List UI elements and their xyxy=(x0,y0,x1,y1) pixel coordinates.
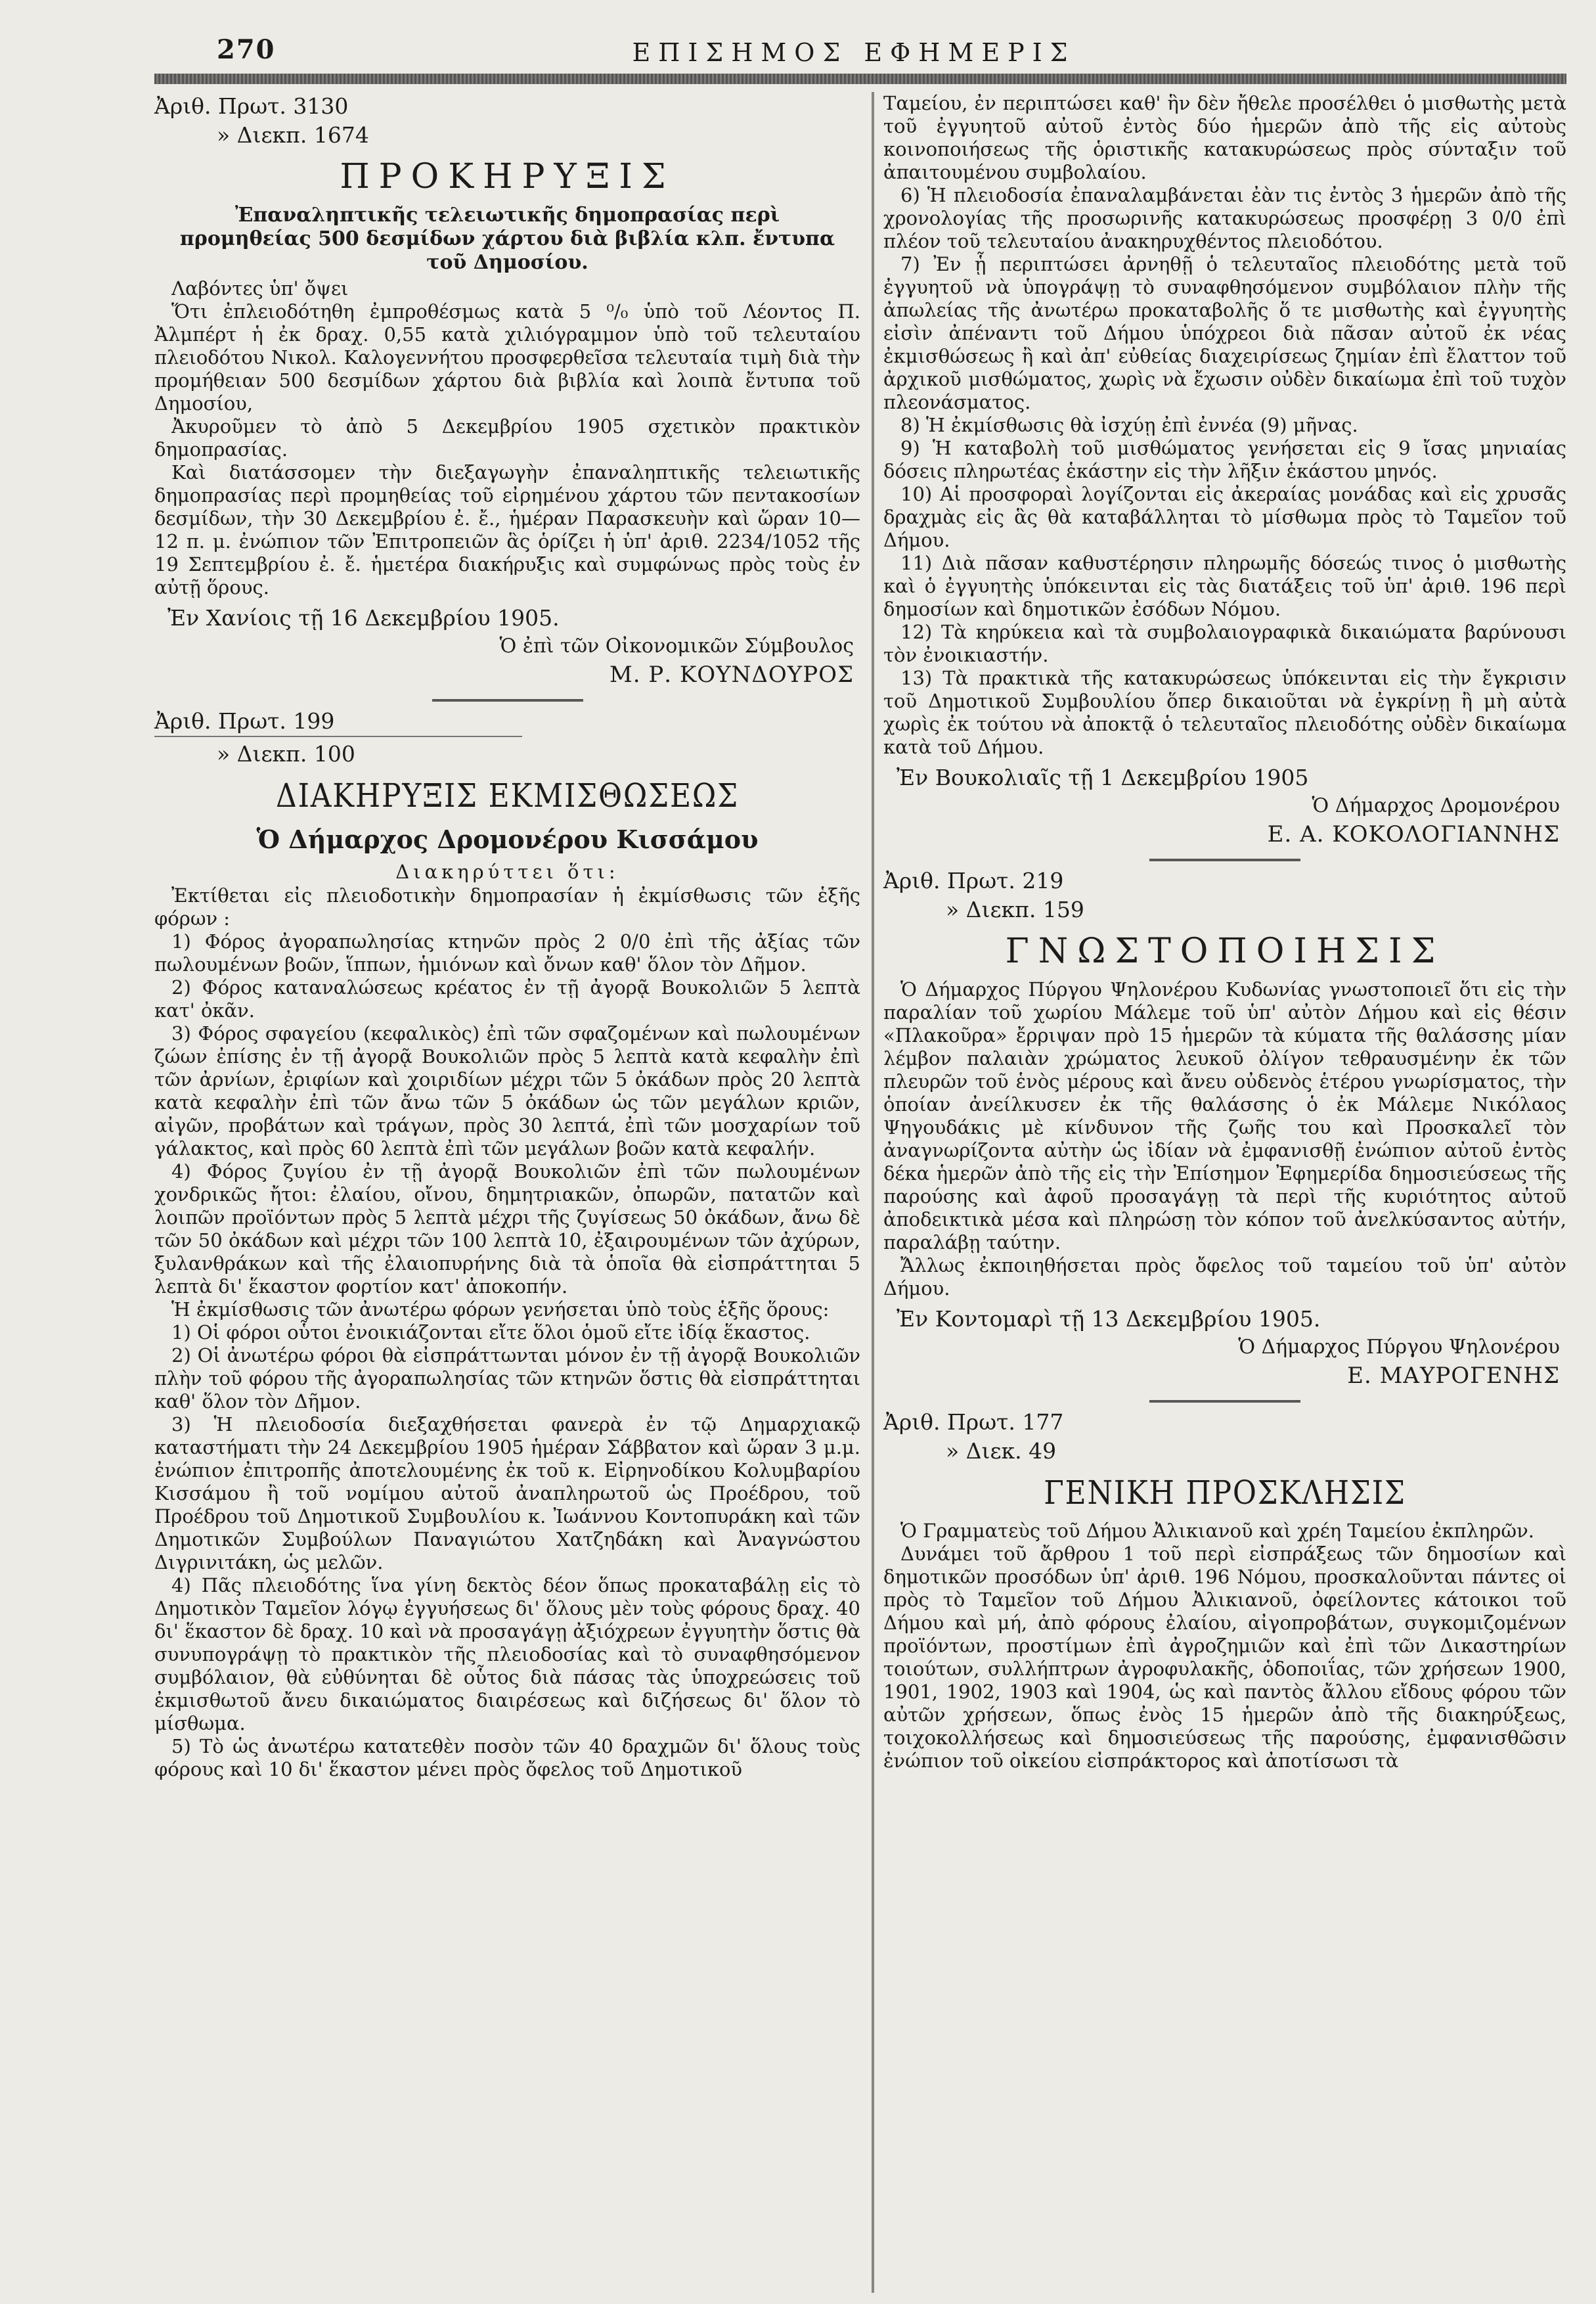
paragraph: 2) Φόρος καταναλώσεως κρέατος ἐν τῇ ἀγορᾷ Βουκολιῶν 5 λεπτὰ κατ' ὀκᾶν. xyxy=(154,976,860,1022)
paragraph: 3) Φόρος σφαγείου (κεφαλικὸς) ἐπὶ τῶν σφαζομένων καὶ πωλουμένων ζώων ἐπίσης ἐν τῇ ἀγορᾷ Βουκολιῶν πρὸς 5 λεπτὰ κατὰ κεφαλὴν ἐπὶ τῶν ἀρνίων, ἐριφίων καὶ χοιριδίων μέχρι τῶν 5 ὀκάδων πρὸς 20 λεπτὰ κατὰ κεφαλὴν ἐπὶ τῶν ἄνω τῶν 5 ὀκάδων ὡς τῶν μεγάλων κριῶν, αἰγῶν, προβάτων καὶ τράγων, πρὸς 30 λεπτά, ἐπὶ τῶν μοσχαρίων τοῦ γάλακτος, καὶ πρὸς 60 λεπτὰ ἐπὶ τῶν μεγάλων βοῶν κατὰ κεφαλήν. xyxy=(154,1022,860,1160)
notice-subtitle: Ἐπαναληπτικῆς τελειωτικῆς δημοπρασίας περὶ προμηθείας 500 δεσμίδων χάρτου διὰ βιβλία κλπ. ἔντυπα τοῦ Δημοσίου. xyxy=(179,204,835,274)
paragraph: 9) Ἡ καταβολὴ τοῦ μισθώματος γενήσεται εἰς 9 ἴσας μηνιαίας δόσεις πληρωτέας ἑκάστην εἰς τὴν λῆξιν ἑκάστου μηνός. xyxy=(883,437,1566,482)
signer-role: Ὁ ἐπὶ τῶν Οἰκονομικῶν Σύμβουλος xyxy=(499,635,854,658)
paragraph: 1) Φόρος ἀγοραπωλησίας κτηνῶν πρὸς 2 0/0 ἐπὶ τῆς ἀξίας τῶν πωλουμένων βοῶν, ἵππων, ἡμιόνων καὶ ὄνων καθ' ὅλον τὸν Δῆμον. xyxy=(154,930,860,976)
notice-heading: Ὁ Δήμαρχος Δρομονέρου Κισσάμου xyxy=(256,824,759,854)
paragraph: 4) Πᾶς πλειοδότης ἵνα γίνη δεκτὸς δέον ὅπως προκαταβάλῃ εἰς τὸ Δημοτικὸν Ταμεῖον λόγῳ ἐγγυήσεως δι' ὅλους μὲν τοὺς φόρους δραχ. 40 δι' ἕκαστον δὲ δραχ. 10 καὶ νὰ προσαγάγῃ ἀξιόχρεων ἐγγυητὴν ὅστις θὰ συνυπογράψῃ τὸ πρακτικὸν τῆς πλειοδοσίας καὶ τὸ συναφθησόμενον συμβόλαιον, θὰ εὐθύνηται δὲ οὗτος διὰ πάσας τὰς ὑποχρεώσεις τοῦ ἐκμισθωτοῦ ἄνευ δικαιώματος διαιρέσεως καὶ διζήσεως δι' ὅλον τὸ μίσθωμα. xyxy=(154,1574,860,1734)
paragraph: 2) Οἱ ἀνωτέρω φόροι θὰ εἰσπράττωνται μόνον ἐν τῇ ἀγορᾷ Βουκολιῶν πλὴν τοῦ φόρου τῆς ἀγοραπωλησίας τῶν κτηνῶν ὅστις θὰ εἰσπράττηται καθ' ὅλον τὸν Δῆμον. xyxy=(154,1344,860,1412)
place-date: Ἐν Βουκολιαῖς τῇ 1 Δεκεμβρίου 1905 xyxy=(897,765,1309,790)
right-column xyxy=(883,92,1566,1773)
paragraph: Καὶ διατάσσομεν τὴν διεξαγωγὴν ἐπαναληπτικῆς τελειωτικῆς δημοπρασίας περὶ προμηθείας τοῦ εἰρημένου χάρτου τῶν πεντακοσίων δεσμίδων, τὴν 30 Δεκεμβρίου ἐ. ἔ., ἡμέραν Παρασκευὴν καὶ ὥραν 10—12 π. μ. ἐνώπιον τῶν Ἐπιτροπειῶν ἃς ὁρίζει ἡ ὑπ' ἀριθ. 2234/1052 τῆς 19 Σεπτεμβρίου ἐ. ἔ. ἡμετέρα διακήρυξις καὶ συμφώνως πρὸς τοὺς ἐν αὐτῇ ὅρους. xyxy=(154,461,860,599)
column-divider xyxy=(872,92,874,2293)
protocol-number: Ἀριθ. Πρωτ. 199 xyxy=(154,708,335,734)
protocol-number: Ἀριθ. Πρωτ. 219 xyxy=(883,868,1064,893)
paragraph: 10) Αἱ προσφοραὶ λογίζονται εἰς ἀκεραίας μονάδας καὶ εἰς χρυσᾶς δραχμὰς εἰς ἃς θὰ καταβάλληται τὸ μίσθωμα πρὸς τὸ Ταμεῖον τοῦ Δήμου. xyxy=(883,483,1566,551)
paragraph: 3) Ἡ πλειοδοσία διεξαχθήσεται φανερὰ ἐν τῷ Δημαρχιακῷ καταστήματι τὴν 24 Δεκεμβρίου 1905 ἡμέραν Σάββατον καὶ ὥραν 3 μ.μ. ἐνώπιον ἐπιτροπῆς ἀποτελουμένης ἐκ τοῦ κ. Εἰρηνοδίκου Κολυμβαρίου Κισσάμου ἢ τοῦ νομίμου αὐτοῦ ἀναπληρωτοῦ ὡς Προέδρου, τοῦ Προέδρου τοῦ Δημοτικοῦ Συμβουλίου κ. Ἰωάννου Κοντοπυράκη καὶ τῶν Δημοτικῶν Συμβούλων Παναγιώτου Χατζηδάκη καὶ Ἀναγνώστου Διγρινιτάκη, ὡς μελῶν. xyxy=(154,1413,860,1573)
notice-title: ΓΕΝΙΚΗ ΠΡΟΣΚΛΗΣΙΣ xyxy=(1044,1474,1406,1512)
paragraph: 13) Τὰ πρακτικὰ τῆς κατακυρώσεως ὑπόκεινται εἰς τὴν ἔγκρισιν τοῦ Δημοτικοῦ Συμβουλίου ὅπερ δικαιοῦται νὰ ἐγκρίνῃ ἢ μὴ αὐτὰ χωρὶς ἐκ τούτου νὰ ἀποκτᾷ ὁ τελευταῖος πλειοδότης οὐδὲν δικαίωμα κατὰ τοῦ Δήμου. xyxy=(883,667,1566,758)
notice-title: ΓΝΩΣΤΟΠΟΙΗΣΙΣ xyxy=(1005,932,1445,971)
signer-name: Ε. ΜΑΥΡΟΓΕΝΗΣ xyxy=(1347,1363,1560,1389)
paragraph: Ἡ ἐκμίσθωσις τῶν ἀνωτέρω φόρων γενήσεται ὑπὸ τοὺς ἑξῆς ὅρους: xyxy=(171,1298,830,1321)
signer-role: Ὁ Δήμαρχος Δρομονέρου xyxy=(1312,794,1560,817)
notice-public-notification xyxy=(883,867,1566,1403)
paragraph: Ταμείου, ἐν περιπτώσει καθ' ἣν δὲν ἤθελε προσέλθει ὁ μισθωτὴς μετὰ τοῦ ἐγγυητοῦ αὐτοῦ ἐντὸς δύο ἡμερῶν ἀπὸ τῆς εἰς αὐτοὺς κοινοποιήσεως τῆς ὁριστικῆς κατακυρώσεως πρὸς σύνταξιν τοῦ ἀπαιτουμένου συμβολαίου. xyxy=(883,92,1566,183)
paragraph: Ἐκτίθεται εἰς πλειοδοτικὴν δημοπρασίαν ἡ ἐκμίσθωσις τῶν ἑξῆς φόρων : xyxy=(154,884,860,930)
signer-name: Ε. Α. ΚΟΚΟΛΟΓΙΑΝΝΗΣ xyxy=(1267,821,1560,847)
paragraph: Ὁ Γραμματεὺς τοῦ Δήμου Ἀλικιανοῦ καὶ χρέη Ταμείου ἐκπληρῶν. xyxy=(900,1520,1534,1542)
paragraph: Ὅτι ἐπλειοδότηθη ἐμπροθέσμως κατὰ 5 ⁰/₀ ὑπὸ τοῦ Λέοντος Π. Ἀλμπέρτ ἡ ἐκ δραχ. 0,55 κατὰ χιλιόγραμμον ὑπὸ τοῦ τελευταίου πλειοδότου Νικολ. Καλογεννήτου προσφερθεῖσα τελευταία τιμὴ διὰ τὴν προμήθειαν 500 δεσμίδων χάρτου διὰ βιβλία καὶ λοιπὰ ἔντυπα τοῦ Δημοσίου, xyxy=(154,300,860,415)
protocol-number: Ἀριθ. Πρωτ. 177 xyxy=(883,1409,1064,1435)
gazette-masthead: ΕΠΙΣΗΜΟΣ ΕΦΗΜΕΡΙΣ xyxy=(632,38,1076,67)
paragraph: 11) Διὰ πᾶσαν καθυστέρησιν πληρωμῆς δόσεώς τινος ὁ μισθωτὴς καὶ ὁ ἐγγυητὴς ὑπόκεινται εἰς τὰς διατάξεις τοῦ ὑπ' ἀριθ. 196 περὶ δημοσίων καὶ δημοτικῶν ἐσόδων Νόμου. xyxy=(883,552,1566,620)
notice-general-invitation xyxy=(883,1408,1566,1773)
place-date: Ἐν Χανίοις τῇ 16 Δεκεμβρίου 1905. xyxy=(167,605,560,631)
paragraph: Ἄλλως ἐκποιηθήσεται πρὸς ὄφελος τοῦ ταμείου τοῦ ὑπ' αὐτὸν Δήμου. xyxy=(883,1254,1566,1299)
paragraph: Ἀκυροῦμεν τὸ ἀπὸ 5 Δεκεμβρίου 1905 σχετικὸν πρακτικὸν δημοπρασίας. xyxy=(154,415,860,461)
section-divider xyxy=(1149,859,1300,861)
notice-lease-announcement xyxy=(154,707,860,1781)
paragraph: 6) Ἡ πλειοδοσία ἐπαναλαμβάνεται ἐὰν τις ἐντὸς 3 ἡμερῶν ἀπὸ τῆς χρονολογίας τῆς προσωρινῆς κατακυρώσεως προσφέρῃ 3 0/0 ἐπὶ πλέον τοῦ τελευταίου ἀνακηρυχθέντος πλειοδότου. xyxy=(883,184,1566,252)
left-column xyxy=(154,92,860,1781)
notice-title: ΠΡΟΚΗΡΥΞΙΣ xyxy=(340,157,675,196)
notice-title: ΔΙΑΚΗΡΥΞΙΣ ΕΚΜΙΣΘΩΣΕΩΣ xyxy=(276,777,739,815)
notice-proclamation xyxy=(154,92,860,702)
header-rule xyxy=(154,74,1566,84)
notice-announces: Διακηρύττει ὅτι: xyxy=(395,861,619,883)
paragraph: 1) Οἱ φόροι οὗτοι ἐνοικιάζονται εἴτε ὅλοι ὁμοῦ εἴτε ἰδίᾳ ἕκαστος. xyxy=(171,1321,810,1344)
page-number: 270 xyxy=(217,34,276,65)
dispatch-number: » Διεκπ. 159 xyxy=(946,897,1084,922)
paragraph: Δυνάμει τοῦ ἄρθρου 1 τοῦ περὶ εἰσπράξεως τῶν δημοσίων καὶ δημοτικῶν προσόδων ὑπ' ἀριθ. 196 Νόμου, προσκαλοῦνται πάντες οἱ πρὸς τὸ Ταμεῖον τοῦ Δήμου Ἀλικιανοῦ, ὀφείλοντες κάτοικοι τοῦ Δήμου καὶ μή, ἀπὸ φόρους ἐλαίου, αἰγοπροβάτων, συγκομιζομένων προϊόντων, προστίμων ἐπὶ ἀγροζημιῶν καὶ ἐπὶ τῶν Δικαστηρίων τοιούτων, συλλήπτρων ἀγροφυλακῆς, ὁδοποιΐας, τῶν χρήσεων 1900, 1901, 1902, 1903 καὶ 1904, ὡς καὶ παντὸς ἄλλου εἴδους φόρου τῶν αὐτῶν χρήσεων, ὅπως ἐνὸς 15 ἡμερῶν ἀπὸ τῆς διακηρύξεως, τοιχοκολλήσεως καὶ δημοσιεύσεως τῆς παρούσης, ἐμφανισθῶσιν ἐνώπιον τοῦ οἰκείου εἰσπράκτορος καὶ ἀποτίσωσι τὰ xyxy=(883,1543,1566,1772)
dispatch-number: » Διεκπ. 100 xyxy=(217,741,355,767)
paragraph: 4) Φόρος ζυγίου ἐν τῇ ἀγορᾷ Βουκολιῶν ἐπὶ τῶν πωλουμένων χονδρικῶς ἤτοι: ἐλαίου, οἴνου, δημητριακῶν, ὀπωρῶν, πατατῶν καὶ λοιπῶν προϊόντων πρὸς 5 λεπτὰ μέχρι τῆς ζυγίσεως 50 ὀκάδων, ἄνω δὲ τῶν 50 ὀκάδων καὶ μέχρι τῶν 100 λεπτὰ 10, ἐξαιρουμένων τῶν ἀχύρων, ξυλανθράκων καὶ τῆς ἐλαιοπυρήνης διὰ τὰ ὁποῖα θὰ εἰσπράττηται 5 λεπτὰ δι' ἕκαστον φορτίον κατ' ἀποκοπήν. xyxy=(154,1160,860,1298)
notice-lease-continued xyxy=(883,92,1566,861)
paragraph: Λαβόντες ὑπ' ὄψει xyxy=(171,277,349,300)
section-divider xyxy=(432,699,583,702)
paragraph: Ὁ Δήμαρχος Πύργου Ψηλονέρου Κυδωνίας γνωστοποιεῖ ὅτι εἰς τὴν παραλίαν τοῦ χωρίου Μάλεμε τοῦ ὑπ' αὐτὸν Δήμου καὶ εἰς θέσιν «Πλακοῦρα» ἔρριψαν πρὸ 15 ἡμερῶν τὰ κύματα τῆς θαλάσσης μίαν λέμβον παλαιὰν χρώματος λευκοῦ ὀλίγον τεθραυσμένην ἐκ τῶν πλευρῶν τοῦ ἑνὸς μέρους καὶ ἄνευ οὐδενὸς ἑτέρου γνωρίσματος, τὴν ὁποίαν ἀνείλκυσεν ἐκ τῆς θαλάσσης ὁ ἐκ Μάλεμε Νικόλαος Ψηγουδάκις μὲ κίνδυνον τῆς ζωῆς του καὶ Προσκαλεῖ τὸν ἀναγνωρίζοντα αὐτὴν ὡς ἰδίαν νὰ ἐμφανισθῇ ἐνώπιον αὐτοῦ ἐντὸς δέκα ἡμερῶν ἀπὸ τῆς εἰς τὴν Ἐπίσημον Ἐφημερίδα δημοσιεύσεως τῆς παρούσης καὶ ἀφοῦ προσαγάγῃ τὰ περὶ τῆς κυριότητος αὐτοῦ ἀποδεικτικὰ μέσα καὶ πληρώσῃ τὸν κόπον τοῦ ἀνελκύσαντος αὐτήν, παραλάβῃ ταύτην. xyxy=(883,978,1566,1254)
protocol-number: Ἀριθ. Πρωτ. 3130 xyxy=(154,93,349,119)
dispatch-number: » Διεκπ. 1674 xyxy=(217,122,369,148)
paragraph: 7) Ἐν ᾗ περιπτώσει ἀρνηθῇ ὁ τελευταῖος πλειοδότης μετὰ τοῦ ἐγγυητοῦ νὰ ὑπογράψῃ τὸ συναφθησόμενον συμβόλαιον πλὴν τῆς ἀπωλείας τῆς ἀνωτέρω προκαταβολῆς ὅ τε μισθωτὴς καὶ ἐγγυητὴς εἰσὶν ἀπέναντι τοῦ Δήμου ὑπόχρεοι διὰ πᾶσαν αὐτοῦ ἐκ νέας ἐκμισθώσεως ἢ καὶ ἀπ' εὐθείας διαχειρίσεως ζημίαν ἐπὶ ἔλαττον τοῦ ἀρχικοῦ μισθώματος, χωρὶς νὰ ἔχωσιν οὐδὲν δικαίωμα ἐπὶ τοῦ τυχὸν πλεονάσματος. xyxy=(883,253,1566,413)
paragraph: 12) Τὰ κηρύκεια καὶ τὰ συμβολαιογραφικὰ δικαιώματα βαρύνουσι τὸν ἐνοικιαστήν. xyxy=(883,621,1566,666)
paragraph: 8) Ἡ ἐκμίσθωσις θὰ ἰσχύῃ ἐπὶ ἐννέα (9) μῆνας. xyxy=(900,414,1358,436)
paragraph: 5) Τὸ ὡς ἀνωτέρω κατατεθὲν ποσὸν τῶν 40 δραχμῶν δι' ὅλους τοὺς φόρους καὶ 10 δι' ἕκαστον μένει πρὸς ὄφελος τοῦ Δημοτικοῦ xyxy=(154,1735,860,1780)
place-date: Ἐν Κοντομαρὶ τῇ 13 Δεκεμβρίου 1905. xyxy=(897,1306,1321,1332)
dispatch-number: » Διεκ. 49 xyxy=(946,1438,1057,1464)
section-divider xyxy=(1149,1400,1300,1403)
signer-name: Μ. Ρ. ΚΟΥΝΔΟΥΡΟΣ xyxy=(609,662,854,688)
signer-role: Ὁ Δήμαρχος Πύργου Ψηλονέρου xyxy=(1238,1336,1560,1359)
reference-rule xyxy=(154,736,522,737)
